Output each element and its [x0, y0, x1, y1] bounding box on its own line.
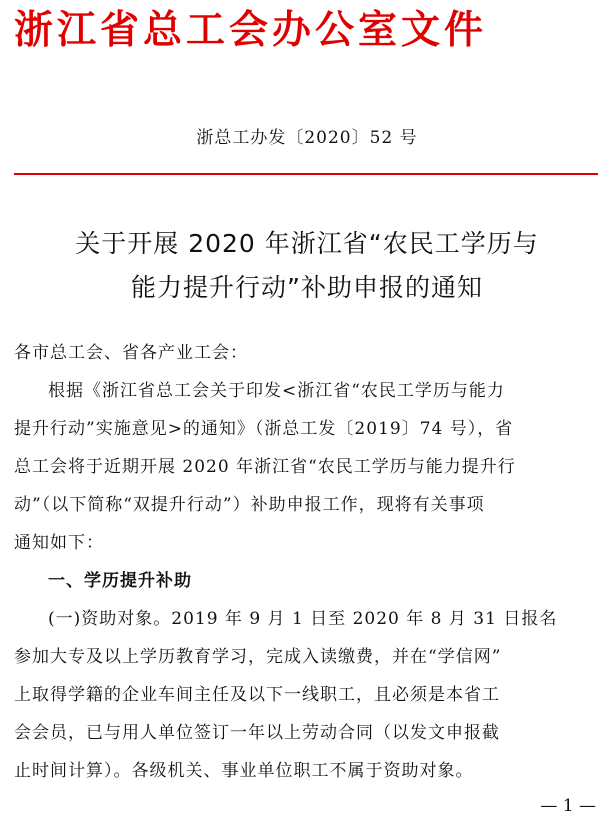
section-line-4: 会会员，已与用人单位签订一年以上劳动合同（以发文申报截 [14, 723, 500, 743]
intro-line-3: 总工会将于近期开展 2020 年浙江省“农民工学历与能力提升行 [14, 457, 516, 477]
section-line-1: (一)资助对象。2019 年 9 月 1 日至 2020 年 8 月 31 日报名 [48, 609, 558, 629]
page-number: — 1 — [540, 796, 596, 816]
salutation: 各市总工会、省各产业工会： [14, 343, 248, 363]
document-number: 浙总工办发〔2020〕52 号 [196, 128, 418, 148]
document-masthead: 浙江省总工会办公室文件 [14, 7, 488, 53]
intro-line-1: 根据《浙江省总工会关于印发<浙江省“农民工学历与能力 [48, 381, 505, 401]
document-title [0, 222, 614, 310]
document-body [14, 334, 598, 790]
intro-line-5: 通知如下： [14, 533, 104, 553]
section-line-2: 参加大专及以上学历教育学习，完成入读缴费，并在“学信网” [14, 647, 502, 667]
red-divider-line [14, 173, 598, 175]
title-line-1: 关于开展 2020 年浙江省“农民工学历与 [75, 229, 539, 258]
section-line-3: 上取得学籍的企业车间主任及以下一线职工，且必须是本省工 [14, 685, 500, 705]
intro-line-2: 提升行动”实施意见>的通知》（浙总工发〔2019〕74 号），省 [14, 419, 514, 439]
section-heading: 一、学历提升补助 [48, 571, 192, 591]
title-line-2: 能力提升行动”补助申报的通知 [131, 273, 483, 302]
section-line-5: 止时间计算）。各级机关、事业单位职工不属于资助对象。 [14, 761, 474, 781]
intro-line-4: 动”（以下简称“双提升行动”）补助申报工作，现将有关事项 [14, 495, 485, 515]
